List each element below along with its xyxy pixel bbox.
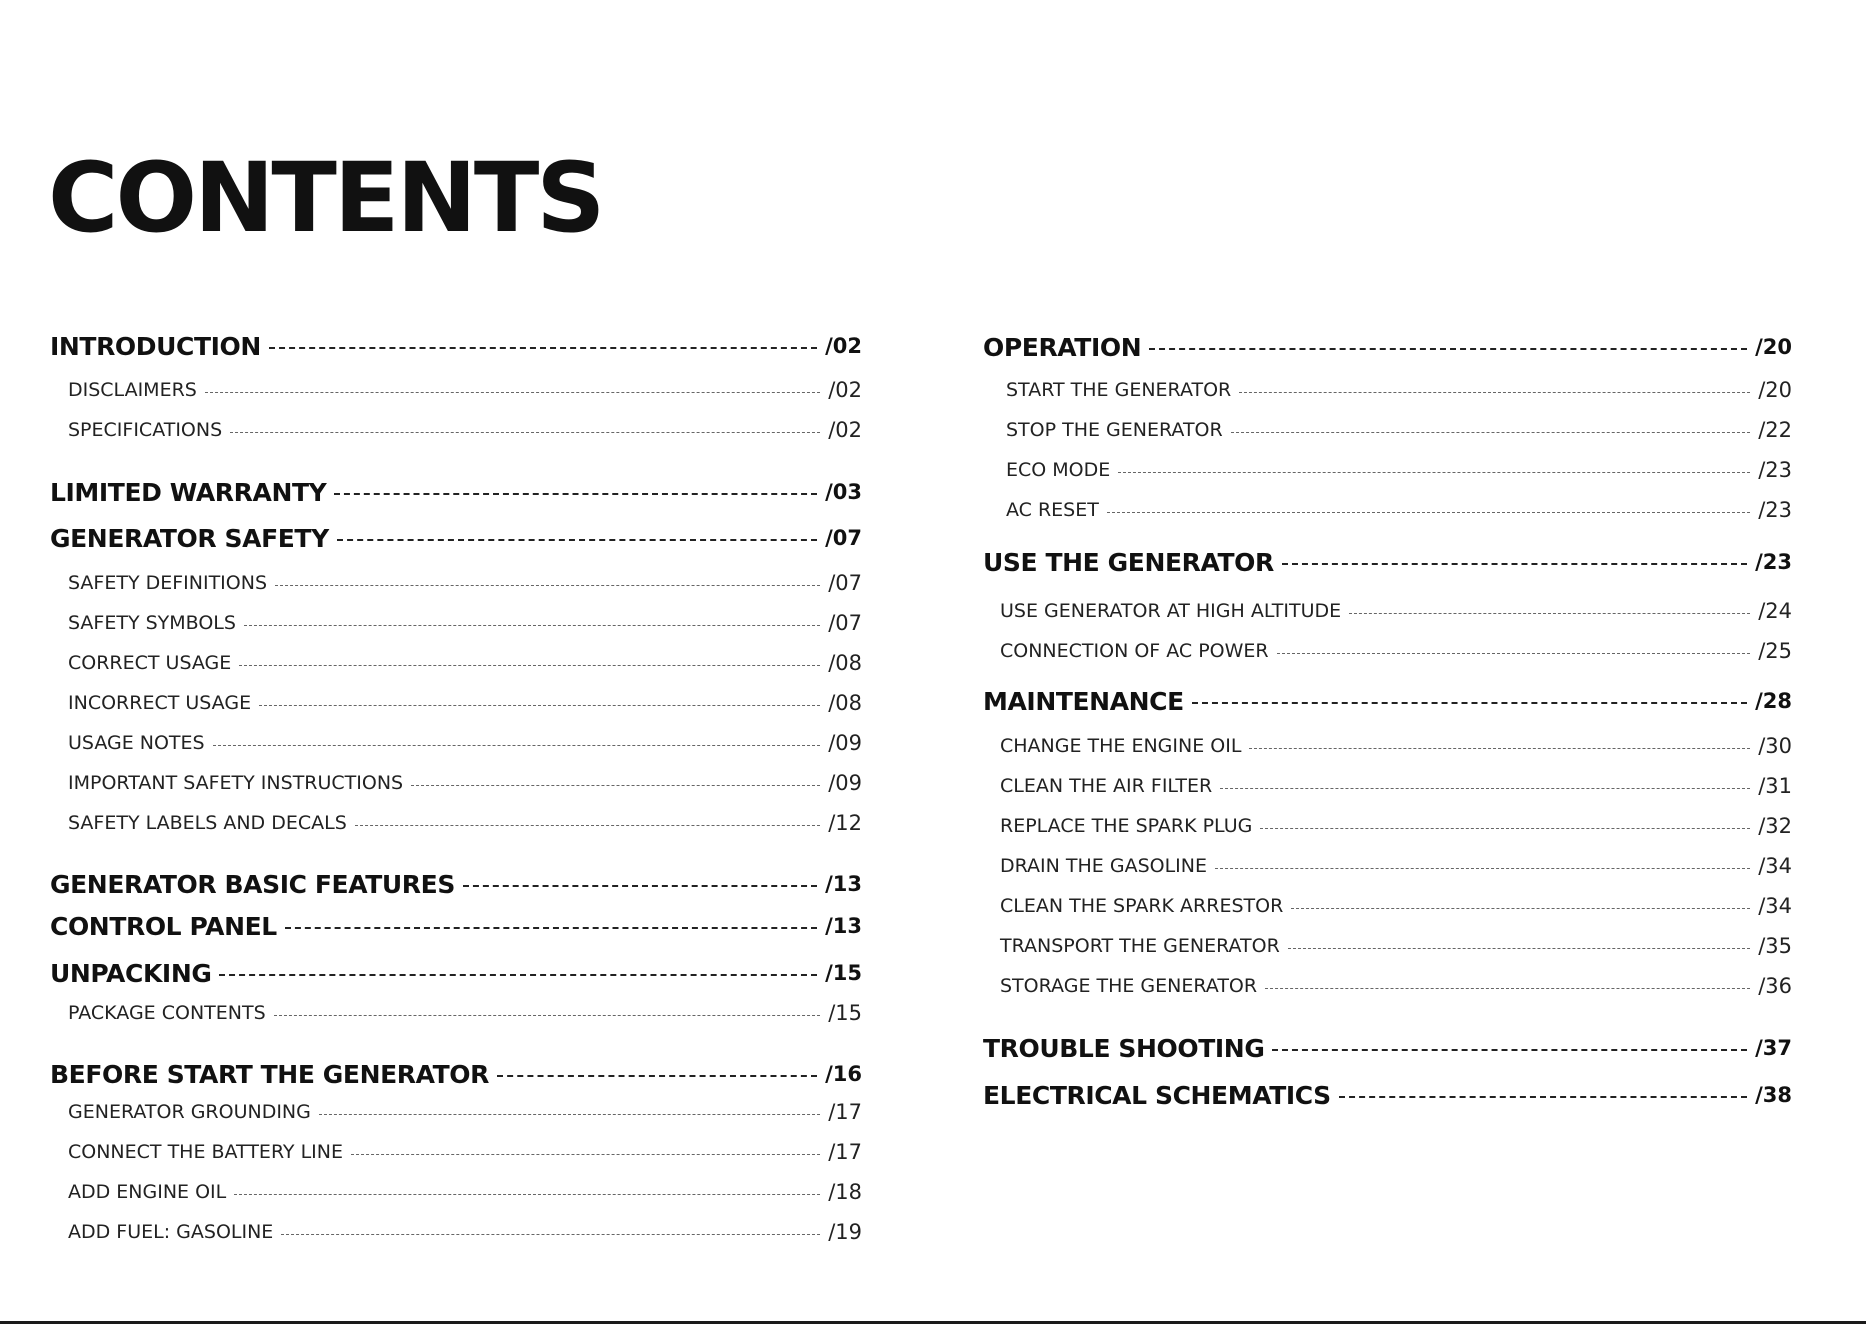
toc-entry-page-number: /36 — [1758, 974, 1792, 998]
toc-entry-label: START THE GENERATOR — [1006, 379, 1232, 401]
toc-entry-page-number: /22 — [1758, 418, 1792, 442]
toc-entry-page-number: /34 — [1758, 854, 1792, 878]
toc-entry-page-number: /09 — [828, 731, 862, 755]
toc-entry-page-number: /30 — [1758, 734, 1792, 758]
toc-entry-page-number: /20 — [1755, 335, 1792, 359]
toc-entry-label: UNPACKING — [50, 958, 212, 988]
dot-leader — [1215, 868, 1750, 869]
toc-entry-page-number: /23 — [1758, 458, 1792, 482]
toc-entry-label: PACKAGE CONTENTS — [68, 1002, 266, 1024]
toc-entry-label: ECO MODE — [1006, 459, 1111, 481]
dot-leader — [1291, 908, 1750, 909]
toc-entry-label: CONNECTION OF AC POWER — [1000, 640, 1269, 662]
toc-entry-label: CLEAN THE AIR FILTER — [1000, 775, 1213, 797]
toc-entry-label: CONTROL PANEL — [50, 911, 277, 941]
dot-leader — [1349, 613, 1750, 614]
toc-entry-label: USAGE NOTES — [68, 732, 205, 754]
dot-leader — [1339, 1096, 1747, 1098]
toc-entry-page-number: /18 — [828, 1180, 862, 1204]
toc-entry-label: REPLACE THE SPARK PLUG — [1000, 815, 1253, 837]
toc-entry-page-number: /07 — [828, 611, 862, 635]
dot-leader — [1231, 432, 1750, 433]
toc-entry-page-number: /15 — [825, 961, 862, 985]
toc-entry-page-number: /24 — [1758, 599, 1792, 623]
toc-entry-page-number: /20 — [1758, 378, 1792, 402]
toc-entry-page-number: /37 — [1755, 1036, 1792, 1060]
toc-entry-operation[interactable] — [983, 331, 1792, 363]
toc-entry-page-number: /08 — [828, 651, 862, 675]
toc-entry-label: SPECIFICATIONS — [68, 419, 223, 441]
dot-leader — [1192, 702, 1747, 704]
toc-entry-label: CORRECT USAGE — [68, 652, 232, 674]
toc-entry-page-number: /02 — [828, 418, 862, 442]
toc-entry-label: CHANGE THE ENGINE OIL — [1000, 735, 1242, 757]
toc-entry-label: IMPORTANT SAFETY INSTRUCTIONS — [68, 772, 404, 794]
toc-entry-label: BEFORE START THE GENERATOR — [50, 1059, 490, 1089]
toc-entry-change-the-engine-oil[interactable] — [1000, 730, 1792, 762]
toc-entry-label: GENERATOR GROUNDING — [68, 1101, 311, 1123]
toc-entry-label: ADD FUEL: GASOLINE — [68, 1221, 274, 1243]
toc-entry-eco-mode[interactable] — [1006, 454, 1792, 486]
toc-entry-label: MAINTENANCE — [983, 686, 1184, 716]
toc-entry-label: CONNECT THE BATTERY LINE — [68, 1141, 343, 1163]
toc-entry-page-number: /32 — [1758, 814, 1792, 838]
dot-leader — [1260, 828, 1750, 829]
toc-entry-page-number: /25 — [1758, 639, 1792, 663]
toc-entry-label: AC RESET — [1006, 499, 1099, 521]
toc-entry-page-number: /02 — [825, 334, 862, 358]
toc-entry-transport-the-generator[interactable] — [1000, 930, 1792, 962]
toc-entry-label: SAFETY LABELS AND DECALS — [68, 812, 347, 834]
toc-entry-page-number: /03 — [825, 480, 862, 504]
toc-entry-label: INTRODUCTION — [50, 331, 261, 361]
dot-leader — [1288, 948, 1750, 949]
toc-entry-electrical-schematics[interactable] — [983, 1079, 1792, 1111]
toc-entry-label: ELECTRICAL SCHEMATICS — [983, 1080, 1331, 1110]
toc-entry-page-number: /17 — [828, 1100, 862, 1124]
toc-entry-use-the-generator[interactable] — [983, 546, 1792, 578]
toc-entry-page-number: /08 — [828, 691, 862, 715]
toc-entry-label: LIMITED WARRANTY — [50, 477, 327, 507]
toc-entry-ac-reset[interactable] — [1006, 494, 1792, 526]
toc-entry-label: CLEAN THE SPARK ARRESTOR — [1000, 895, 1284, 917]
toc-entry-connection-of-ac-power[interactable] — [1000, 635, 1792, 667]
toc-entry-page-number: /34 — [1758, 894, 1792, 918]
toc-entry-page-number: /35 — [1758, 934, 1792, 958]
toc-entry-trouble-shooting[interactable] — [983, 1032, 1792, 1064]
toc-entry-label: INCORRECT USAGE — [68, 692, 252, 714]
toc-entry-label: GENERATOR BASIC FEATURES — [50, 869, 455, 899]
toc-entry-label: DISCLAIMERS — [68, 379, 197, 401]
dot-leader — [1239, 392, 1750, 393]
toc-entry-page-number: /15 — [828, 1001, 862, 1025]
page-title: CONTENTS — [48, 142, 603, 254]
toc-entry-label: ADD ENGINE OIL — [68, 1181, 227, 1203]
toc-entry-page-number: /12 — [828, 811, 862, 835]
toc-entry-page-number: /38 — [1755, 1083, 1792, 1107]
toc-entry-page-number: /23 — [1755, 550, 1792, 574]
toc-entry-use-generator-at-high-altitude[interactable] — [1000, 595, 1792, 627]
toc-entry-maintenance[interactable] — [983, 685, 1792, 717]
dot-leader — [1149, 348, 1747, 350]
toc-entry-page-number: /16 — [825, 1062, 862, 1086]
toc-entry-label: GENERATOR SAFETY — [50, 523, 329, 553]
toc-entry-page-number: /31 — [1758, 774, 1792, 798]
toc-entry-page-number: /09 — [828, 771, 862, 795]
dot-leader — [1277, 653, 1751, 654]
toc-entry-stop-the-generator[interactable] — [1006, 414, 1792, 446]
toc-entry-label: OPERATION — [983, 332, 1142, 362]
dot-leader — [1272, 1049, 1747, 1051]
toc-entry-page-number: /07 — [828, 571, 862, 595]
toc-entry-label: TROUBLE SHOOTING — [983, 1033, 1265, 1063]
toc-entry-label: SAFETY DEFINITIONS — [68, 572, 268, 594]
toc-entry-label: USE GENERATOR AT HIGH ALTITUDE — [1000, 600, 1342, 622]
toc-entry-label: DRAIN THE GASOLINE — [1000, 855, 1207, 877]
toc-entry-page-number: /23 — [1758, 498, 1792, 522]
toc-entry-page-number: /02 — [828, 378, 862, 402]
dot-leader — [1282, 563, 1747, 565]
toc-entry-label: TRANSPORT THE GENERATOR — [1000, 935, 1280, 957]
toc-entry-clean-the-air-filter[interactable] — [1000, 770, 1792, 802]
toc-entry-label: STORAGE THE GENERATOR — [1000, 975, 1258, 997]
toc-entry-label: STOP THE GENERATOR — [1006, 419, 1223, 441]
toc-entry-clean-the-spark-arrestor[interactable] — [1000, 890, 1792, 922]
toc-entry-page-number: /28 — [1755, 689, 1792, 713]
toc-entry-storage-the-generator[interactable] — [1000, 970, 1792, 1002]
toc-entry-page-number: /13 — [825, 914, 862, 938]
toc-entry-page-number: /07 — [825, 526, 862, 550]
dot-leader — [1107, 512, 1750, 513]
dot-leader — [1265, 988, 1750, 989]
toc-entry-page-number: /19 — [828, 1220, 862, 1244]
toc-entry-replace-the-spark-plug[interactable] — [1000, 810, 1792, 842]
dot-leader — [1249, 748, 1750, 749]
toc-entry-start-the-generator[interactable] — [1006, 374, 1792, 406]
toc-entry-label: SAFETY SYMBOLS — [68, 612, 236, 634]
dot-leader — [1118, 472, 1750, 473]
toc-entry-label: USE THE GENERATOR — [983, 547, 1274, 577]
toc-entry-page-number: /13 — [825, 872, 862, 896]
toc-entry-page-number: /17 — [828, 1140, 862, 1164]
toc-entry-drain-the-gasoline[interactable] — [1000, 850, 1792, 882]
dot-leader — [1220, 788, 1750, 789]
